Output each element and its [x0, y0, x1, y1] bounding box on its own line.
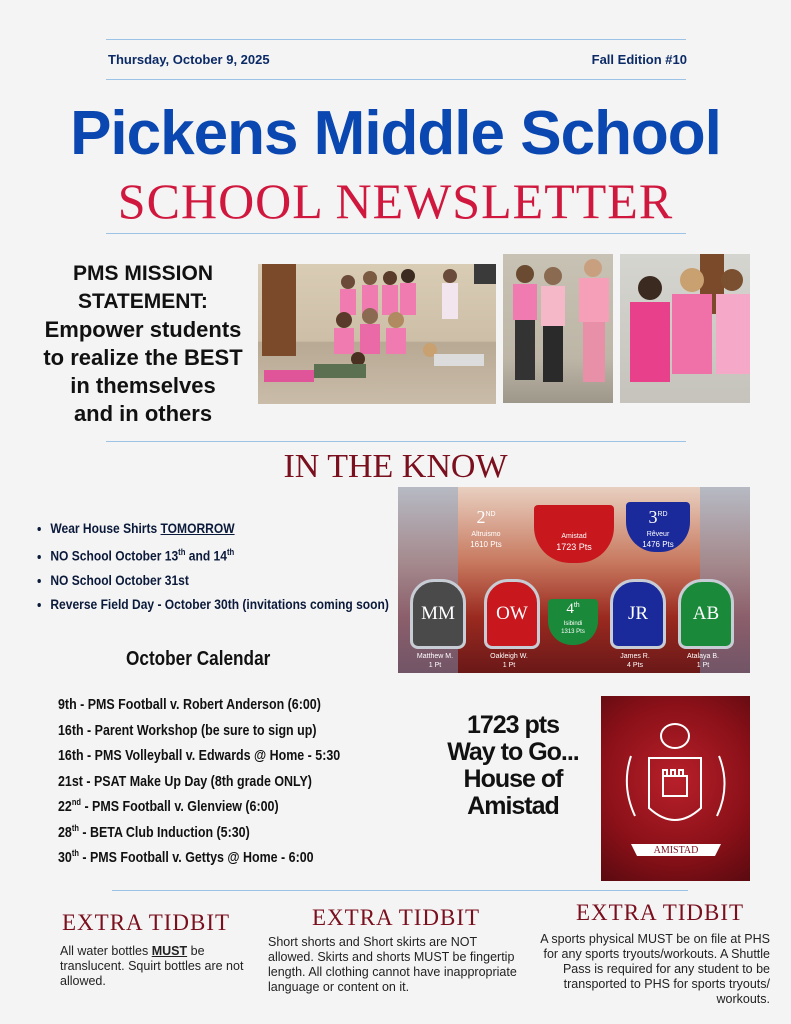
list-item: • NO School October 31st — [50, 568, 411, 592]
house-name: Altruismo — [471, 531, 501, 538]
student-points: 1 Pt — [428, 662, 442, 669]
date-rule — [106, 79, 686, 80]
callout-line: 1723 pts — [466, 711, 560, 739]
calendar-event: 21st - PSAT Make Up Day (8th grade ONLY) — [58, 772, 312, 790]
house-points: 1476 Pts — [642, 540, 674, 549]
student-shield: JR — [610, 579, 666, 649]
mission-line: Empower students — [44, 317, 242, 342]
house-points: 1723 Pts — [556, 542, 592, 552]
callout-line: Amistad — [467, 792, 559, 820]
calendar-event: 16th - Parent Workshop (be sure to sign up) — [58, 721, 317, 739]
callout-line: Way to Go... — [447, 738, 579, 766]
newsletter-title: SCHOOL NEWSLETTER — [117, 173, 674, 229]
student-name: Matthew M. — [416, 653, 454, 660]
house-name: Isibindi — [563, 621, 583, 627]
top-rule — [106, 39, 686, 40]
footer-rule — [112, 890, 688, 891]
mission-statement — [30, 260, 256, 428]
student-name: Atalaya B. — [687, 653, 719, 660]
house-rank: 4th — [566, 601, 580, 617]
house-rank: 2ND — [476, 507, 496, 527]
list-item: • NO School October 13th and 14th — [50, 540, 411, 568]
student-shield: MM — [410, 579, 466, 649]
student-name: Oakleigh W. — [490, 653, 528, 660]
tidbit-title: EXTRA TIDBIT — [312, 905, 481, 930]
section-rule — [106, 441, 686, 442]
tidbit-title: EXTRA TIDBIT — [576, 900, 745, 925]
student-shield: AB — [678, 579, 734, 649]
calendar-event: 30th - PMS Football v. Gettys @ Home - 6:00 — [58, 848, 314, 866]
emphasis-text: TOMORROW — [160, 520, 235, 536]
calendar-event: 28th - BETA Club Induction (5:30) — [58, 822, 250, 841]
house-name: Rêveur — [646, 531, 670, 538]
issue-date: Thursday, October 9, 2025 — [108, 52, 270, 67]
list-item: • Reverse Field Day - October 30th (invitations coming soon) — [50, 592, 411, 616]
amistad-crest — [601, 696, 750, 881]
mission-line: and in others — [73, 401, 213, 426]
callout-line: House of — [463, 765, 563, 793]
list-item: • Wear House Shirts TOMORROW — [50, 516, 411, 540]
mission-label: PMS MISSION STATEMENT: — [72, 262, 214, 313]
calendar-list — [58, 690, 357, 869]
mission-line: in themselves — [70, 373, 216, 398]
student-points: 4 Pts — [627, 662, 643, 669]
tidbit-title: EXTRA TIDBIT — [62, 910, 231, 935]
house-points: 1610 Pts — [470, 540, 502, 549]
students-photo-pink — [503, 254, 613, 403]
announcement-list — [28, 516, 412, 616]
calendar-event: 16th - PMS Volleyball v. Edwards @ Home - 5:30 — [58, 747, 341, 764]
students-photo-trio — [620, 254, 750, 403]
calendar-event: 9th - PMS Football v. Robert Anderson (6:00) — [58, 696, 321, 713]
house-name: Amistad — [561, 533, 587, 540]
in-the-know-title: IN THE KNOW — [283, 448, 508, 485]
crest-label: AMISTAD — [653, 845, 699, 856]
student-name: James R. — [620, 653, 650, 660]
group-photo-hallway — [258, 264, 496, 404]
tidbit-text: A sports physical MUST be on file at PHS for any sports tryouts/workouts. A Shuttle Pass is required for any student to be transported to PHS for sports tryouts/ workouts. — [540, 932, 770, 1006]
student-points: 1 Pt — [502, 662, 516, 669]
house-leaderboard — [398, 487, 750, 673]
student-shield: OW — [484, 579, 540, 649]
issue-edition: Fall Edition #10 — [591, 52, 687, 67]
calendar-event: 22nd - PMS Football v. Glenview (6:00) — [58, 797, 279, 815]
title-rule — [106, 233, 686, 234]
calendar-title: October Calendar — [126, 648, 271, 670]
tidbit-text: All water bottles MUST be translucent. Squirt bottles are not allowed. — [60, 944, 244, 988]
house-rank: 3RD — [648, 507, 668, 527]
house-callout — [430, 712, 596, 820]
mission-line: to realize the BEST — [43, 345, 243, 370]
student-points: 1 Pt — [696, 662, 710, 669]
tidbit-text: Short shorts and Short skirts are NOT allowed. Skirts and shorts MUST be fingertip length. All clothing cannot have inappropriate language or content on it. — [268, 935, 517, 994]
school-name: Pickens Middle School — [70, 99, 721, 168]
house-points: 1313 Pts — [561, 629, 585, 635]
